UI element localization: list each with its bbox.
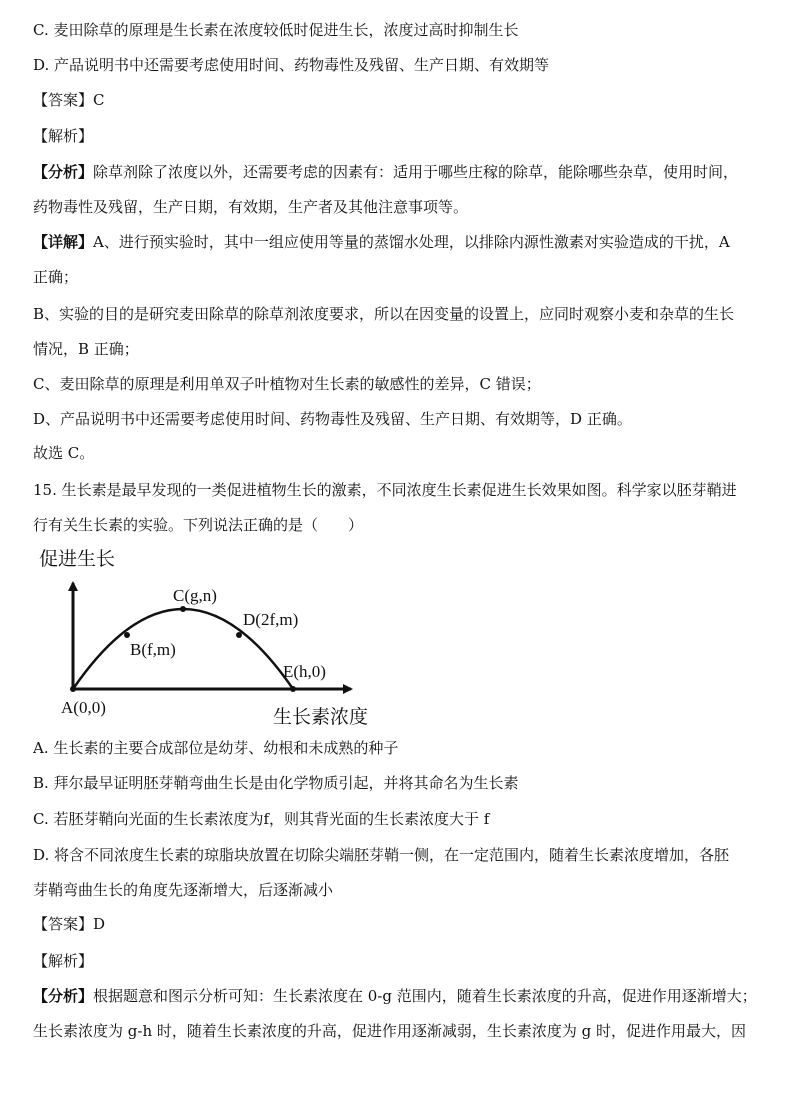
detail-text: A、进行预实验时，其中一组应使用等量的蒸馏水处理，以排除内源性激素对实验造成的干扰，A bbox=[93, 233, 730, 251]
prev-detail-a1 bbox=[33, 232, 773, 252]
x-axis-label: 生长素浓度 bbox=[273, 707, 369, 728]
prev-detail-b1: B、实验的目的是研究麦田除草的除草剂浓度要求，所以在因变量的设置上，应同时观察小麦和杂草的生长 bbox=[33, 305, 735, 323]
auxin-curve-figure bbox=[33, 543, 413, 733]
auxin-curve-svg bbox=[33, 543, 413, 733]
fenxi-tag: 【分析】 bbox=[33, 987, 94, 1005]
fenxi-tag: 【分析】 bbox=[33, 163, 94, 181]
prev-detail-a2: 正确； bbox=[33, 268, 79, 286]
answer-tag: 【答案】 bbox=[33, 91, 94, 109]
prev-answer bbox=[33, 90, 773, 110]
xiangjie-tag: 【详解】 bbox=[33, 233, 94, 251]
prev-analysis-header: 【解析】 bbox=[33, 127, 94, 145]
fenxi-text: 除草剂除了浓度以外，还需要考虑的因素有：适用于哪些庄稼的除草，能除哪些杂草，使用时间， bbox=[93, 163, 739, 181]
answer-tag: 【答案】 bbox=[33, 915, 94, 933]
q15-option-d-line2: 芽鞘弯曲生长的角度先逐渐增大，后逐渐减小 bbox=[33, 881, 334, 899]
prev-detail-d: D、产品说明书中还需要考虑使用时间、药物毒性及残留、生产日期、有效期等，D 正确。 bbox=[33, 410, 632, 428]
fenxi-text: 根据题意和图示分析可知：生长素浓度在 0-g 范围内，随着生长素浓度的升高，促进作用逐渐增大； bbox=[93, 987, 757, 1005]
q15-stem-line2: 行有关生长素的实验。下列说法正确的是（ ） bbox=[33, 516, 364, 534]
q15-option-d-line1: D. 将含不同浓度生长素的琼脂块放置在切除尖端胚芽鞘一侧，在一定范围内，随着生长素浓度增加，各胚 bbox=[33, 846, 730, 864]
prev-fenxi-line1 bbox=[33, 162, 773, 182]
answer-value: C bbox=[93, 91, 105, 109]
point-a-marker bbox=[70, 686, 76, 692]
point-d-marker bbox=[236, 632, 242, 638]
prev-option-d: D. 产品说明书中还需要考虑使用时间、药物毒性及残留、生产日期、有效期等 bbox=[33, 56, 550, 74]
point-b-label: B(f,m) bbox=[130, 640, 176, 659]
prev-detail-c: C、麦田除草的原理是利用单双子叶植物对生长素的敏感性的差异，C 错误； bbox=[33, 375, 541, 393]
prev-detail-b2: 情况，B 正确； bbox=[33, 340, 139, 358]
point-e-marker bbox=[290, 686, 296, 692]
q15-option-b: B. 拜尔最早证明胚芽鞘弯曲生长是由化学物质引起，并将其命名为生长素 bbox=[33, 774, 519, 792]
y-axis-label: 促进生长 bbox=[39, 549, 116, 570]
answer-value: D bbox=[93, 915, 106, 933]
point-d-label: D(2f,m) bbox=[243, 610, 299, 629]
point-b-marker bbox=[124, 632, 130, 638]
point-c-marker bbox=[180, 606, 186, 612]
q15-stem-line1: 15. 生长素是最早发现的一类促进植物生长的激素，不同浓度生长素促进生长效果如图。科学家以胚芽鞘进 bbox=[33, 481, 737, 499]
q15-answer bbox=[33, 914, 773, 934]
prev-fenxi-line2: 药物毒性及残留，生产日期，有效期，生产者及其他注意事项等。 bbox=[33, 198, 469, 216]
prev-option-c: C. 麦田除草的原理是生长素在浓度较低时促进生长，浓度过高时抑制生长 bbox=[33, 21, 519, 39]
q15-option-a: A. 生长素的主要合成部位是幼芽、幼根和未成熟的种子 bbox=[33, 739, 399, 757]
q15-fenxi-line2: 生长素浓度为 g-h 时，随着生长素浓度的升高，促进作用逐渐减弱，生长素浓度为 g 时，促进作用最大，因 bbox=[33, 1022, 747, 1040]
q15-fenxi-line1 bbox=[33, 986, 773, 1006]
q15-option-c: C. 若胚芽鞘向光面的生长素浓度为f，则其背光面的生长素浓度大于 f bbox=[33, 810, 490, 828]
prev-conclusion: 故选 C。 bbox=[33, 444, 95, 462]
point-c-label: C(g,n) bbox=[173, 586, 217, 605]
point-a-label: A(0,0) bbox=[61, 698, 106, 717]
point-e-label: E(h,0) bbox=[283, 662, 326, 681]
q15-analysis-header: 【解析】 bbox=[33, 952, 94, 970]
